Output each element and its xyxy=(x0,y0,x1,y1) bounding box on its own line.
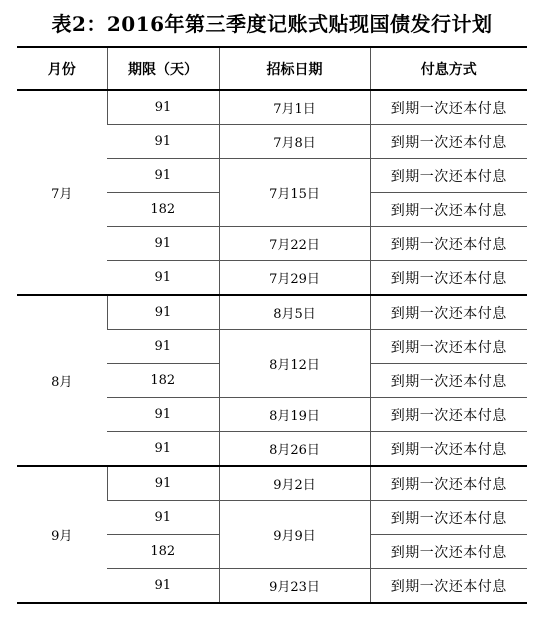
term-cell: 91 xyxy=(107,501,219,535)
term-cell: 91 xyxy=(107,569,219,604)
table-row xyxy=(17,90,527,125)
table-title: 表2：2016年第三季度记账式贴现国债发行计划 xyxy=(51,12,493,36)
term-cell: 182 xyxy=(107,193,219,227)
issuance-plan-table xyxy=(17,46,527,604)
header-term: 期限（天） xyxy=(107,47,219,90)
date-cell: 9月2日 xyxy=(219,466,370,501)
date-cell: 7月1日 xyxy=(219,90,370,125)
term-cell: 91 xyxy=(107,466,219,501)
date-cell: 8月5日 xyxy=(219,295,370,330)
term-cell: 182 xyxy=(107,535,219,569)
month-cell: 8月 xyxy=(17,295,107,466)
payment-cell: 到期一次还本付息 xyxy=(370,90,527,125)
date-cell: 7月15日 xyxy=(219,159,370,227)
term-cell: 91 xyxy=(107,432,219,467)
header-date: 招标日期 xyxy=(219,47,370,90)
term-cell: 91 xyxy=(107,227,219,261)
payment-cell: 到期一次还本付息 xyxy=(370,432,527,467)
header-row xyxy=(17,47,527,90)
term-cell: 91 xyxy=(107,398,219,432)
date-cell: 9月23日 xyxy=(219,569,370,604)
payment-cell: 到期一次还本付息 xyxy=(370,330,527,364)
date-cell: 7月8日 xyxy=(219,125,370,159)
date-cell: 8月12日 xyxy=(219,330,370,398)
date-cell: 8月26日 xyxy=(219,432,370,467)
month-cell: 7月 xyxy=(17,90,107,295)
month-cell: 9月 xyxy=(17,466,107,603)
payment-cell: 到期一次还本付息 xyxy=(370,535,527,569)
payment-cell: 到期一次还本付息 xyxy=(370,159,527,193)
term-cell: 91 xyxy=(107,159,219,193)
table-row xyxy=(17,295,527,330)
header-month: 月份 xyxy=(17,47,107,90)
payment-cell: 到期一次还本付息 xyxy=(370,466,527,501)
date-cell: 7月22日 xyxy=(219,227,370,261)
term-cell: 91 xyxy=(107,261,219,296)
payment-cell: 到期一次还本付息 xyxy=(370,125,527,159)
payment-cell: 到期一次还本付息 xyxy=(370,398,527,432)
date-cell: 8月19日 xyxy=(219,398,370,432)
header-payment: 付息方式 xyxy=(370,47,527,90)
payment-cell: 到期一次还本付息 xyxy=(370,193,527,227)
payment-cell: 到期一次还本付息 xyxy=(370,569,527,604)
term-cell: 91 xyxy=(107,295,219,330)
payment-cell: 到期一次还本付息 xyxy=(370,501,527,535)
payment-cell: 到期一次还本付息 xyxy=(370,227,527,261)
term-cell: 91 xyxy=(107,90,219,125)
payment-cell: 到期一次还本付息 xyxy=(370,364,527,398)
payment-cell: 到期一次还本付息 xyxy=(370,261,527,296)
payment-cell: 到期一次还本付息 xyxy=(370,295,527,330)
table-row xyxy=(17,466,527,501)
date-cell: 9月9日 xyxy=(219,501,370,569)
term-cell: 182 xyxy=(107,364,219,398)
date-cell: 7月29日 xyxy=(219,261,370,296)
term-cell: 91 xyxy=(107,330,219,364)
term-cell: 91 xyxy=(107,125,219,159)
